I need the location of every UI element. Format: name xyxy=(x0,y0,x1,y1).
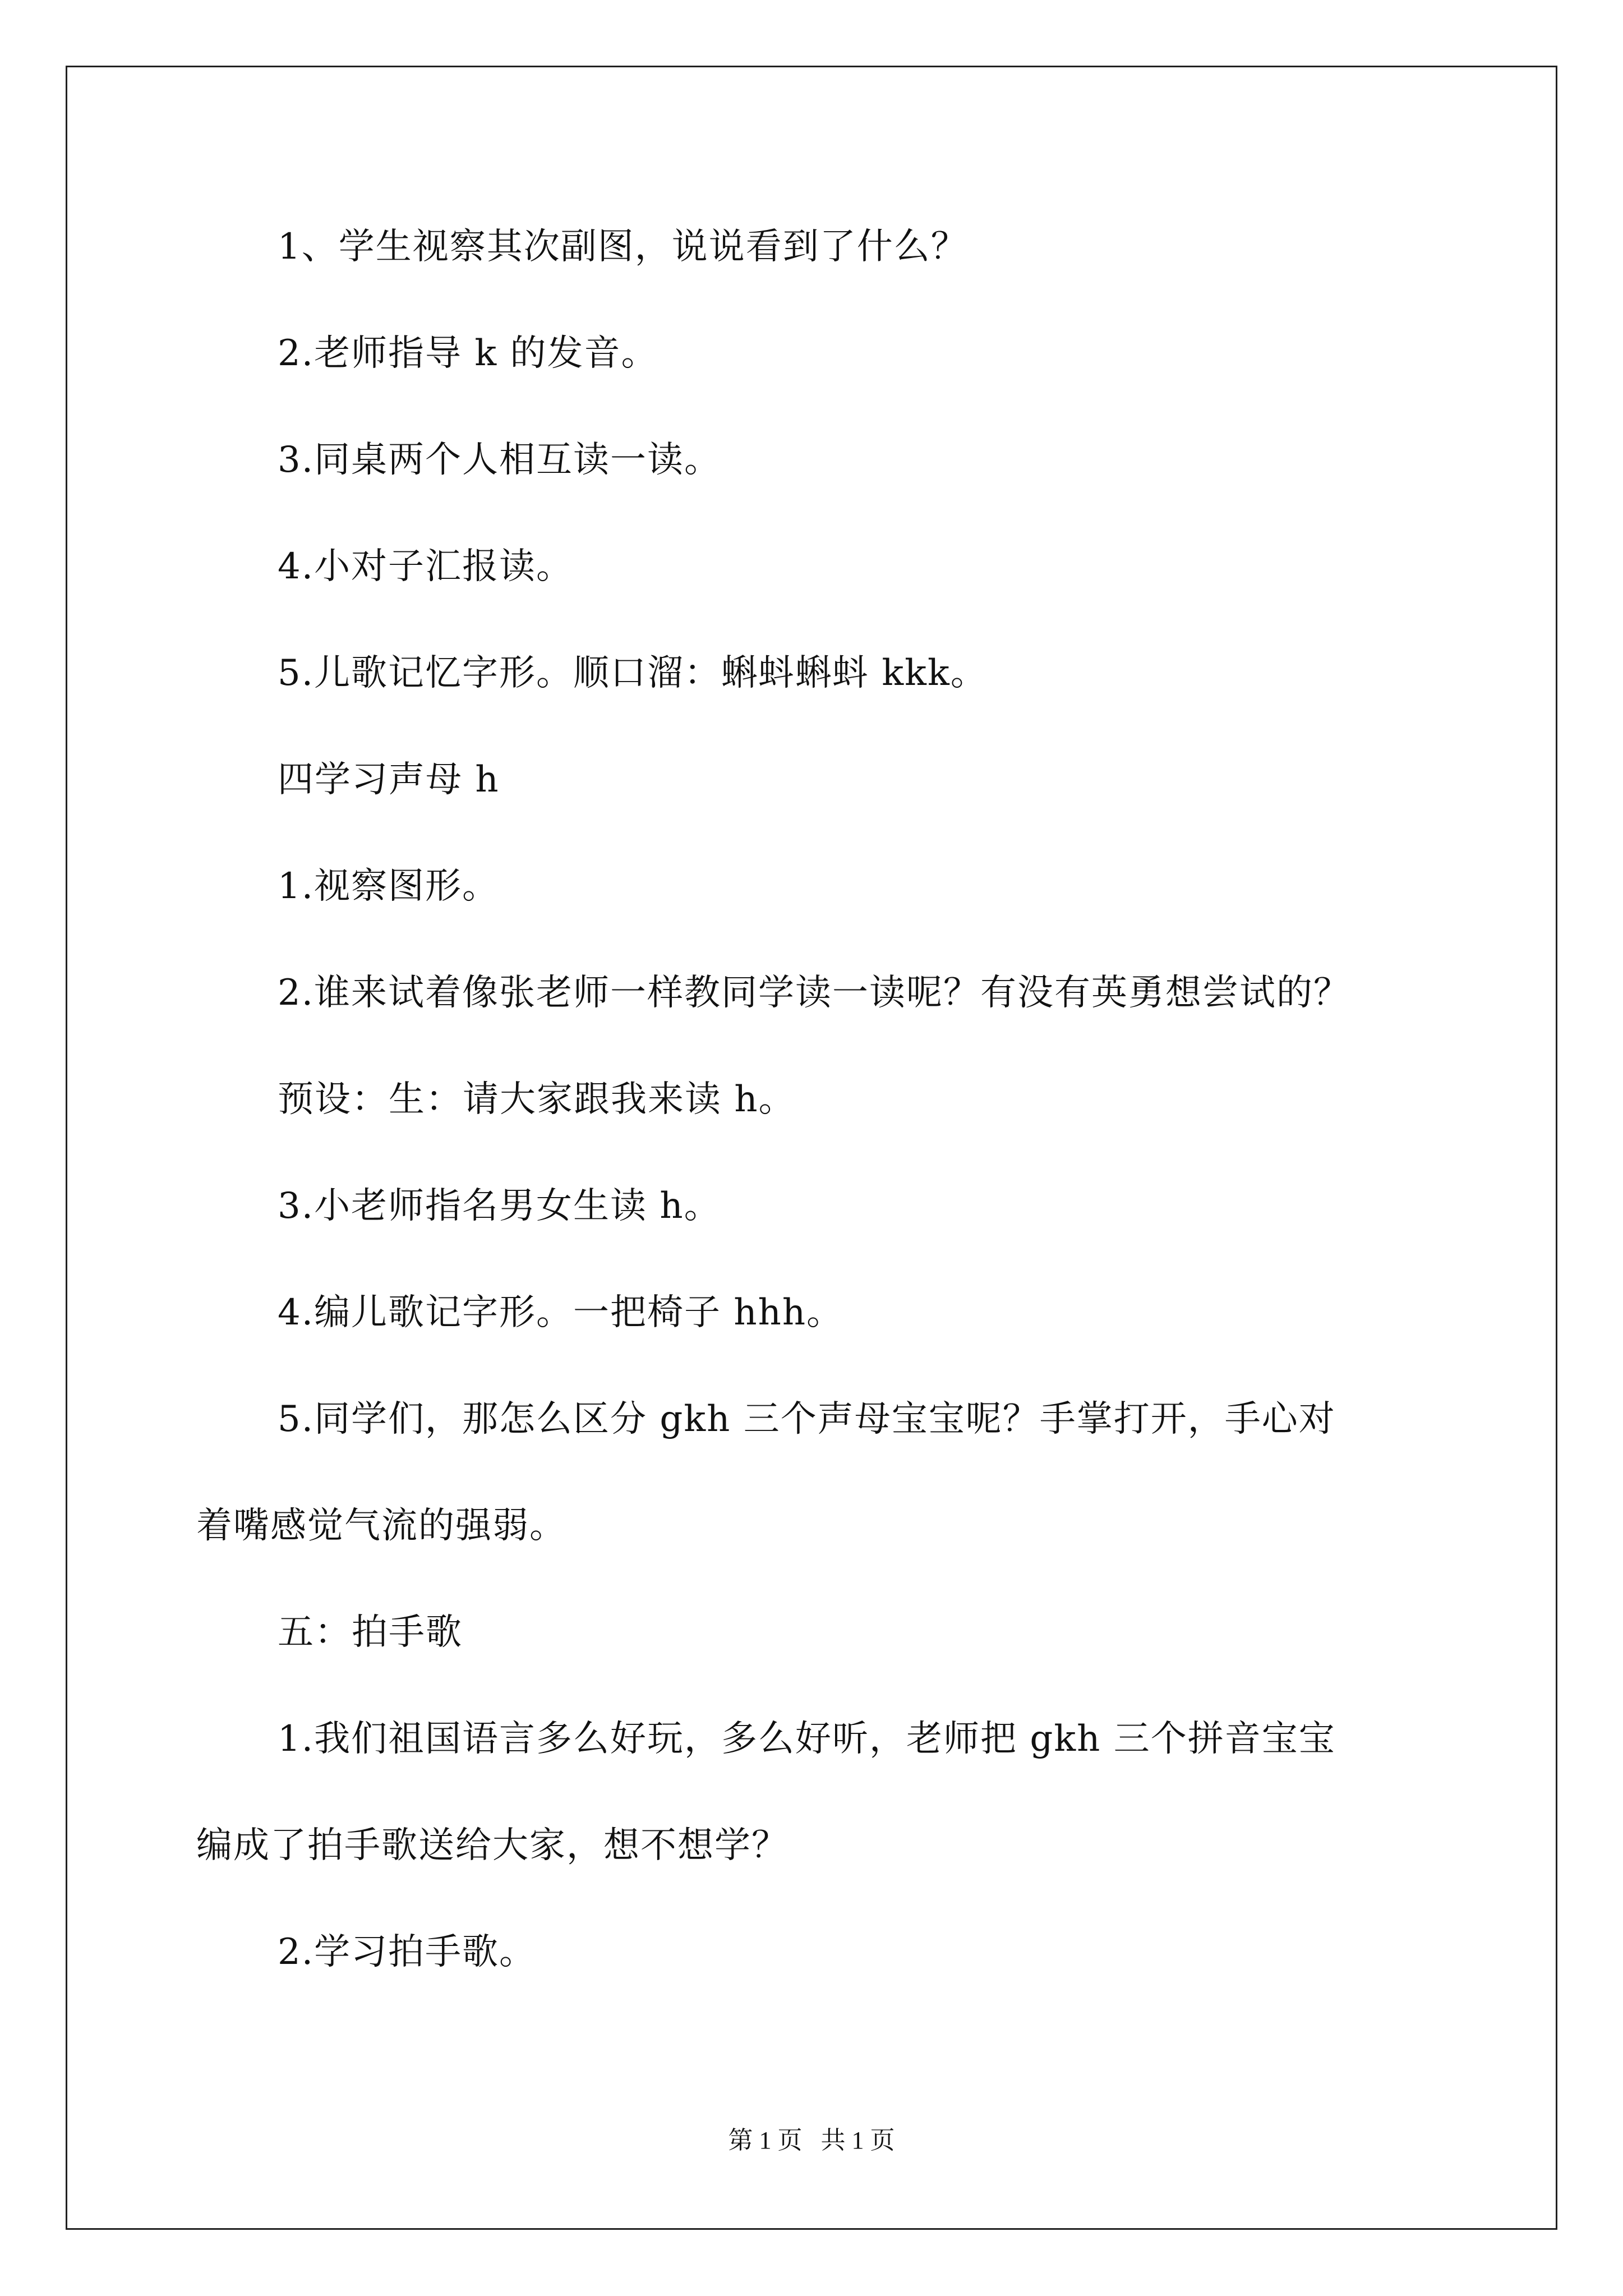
paragraph-continuation: 着嘴感觉气流的强弱。 xyxy=(196,1505,566,1547)
paragraph: 1.我们祖国语言多么好玩，多么好听，老师把 gkh 三个拼音宝宝 xyxy=(278,1718,1336,1760)
paragraph: 4.编儿歌记字形。一把椅子 hhh。 xyxy=(278,1292,844,1333)
page-footer: 第 1 页 共 1 页 xyxy=(728,2127,895,2154)
paragraph: 1.视察图形。 xyxy=(278,866,500,907)
paragraph: 2.谁来试着像张老师一样教同学读一读呢？有没有英勇想尝试的？ xyxy=(278,972,1351,1014)
paragraph: 2.学习拍手歌。 xyxy=(278,1931,537,1973)
paragraph: 2.老师指导 k 的发音。 xyxy=(278,333,658,374)
paragraph: 预设：生：请大家跟我来读 h。 xyxy=(278,1079,796,1120)
paragraph: 1、学生视察其次副图，说说看到了什么？ xyxy=(278,226,968,268)
paragraph: 4.小对子汇报读。 xyxy=(278,546,574,587)
paragraph: 5.儿歌记忆字形。顺口溜：蝌蚪蝌蚪 kkk。 xyxy=(278,652,988,694)
paragraph: 3.同桌两个人相互读一读。 xyxy=(278,439,722,481)
paragraph: 5.同学们，那怎么区分 gkh 三个声母宝宝呢？手掌打开，手心对 xyxy=(278,1398,1336,1440)
paragraph: 3.小老师指名男女生读 h。 xyxy=(278,1185,721,1227)
section-heading: 五：拍手歌 xyxy=(278,1612,463,1653)
page-border xyxy=(66,66,1557,2230)
paragraph-continuation: 编成了拍手歌送给大家，想不想学？ xyxy=(196,1825,789,1866)
section-heading: 四学习声母 h xyxy=(278,759,500,800)
